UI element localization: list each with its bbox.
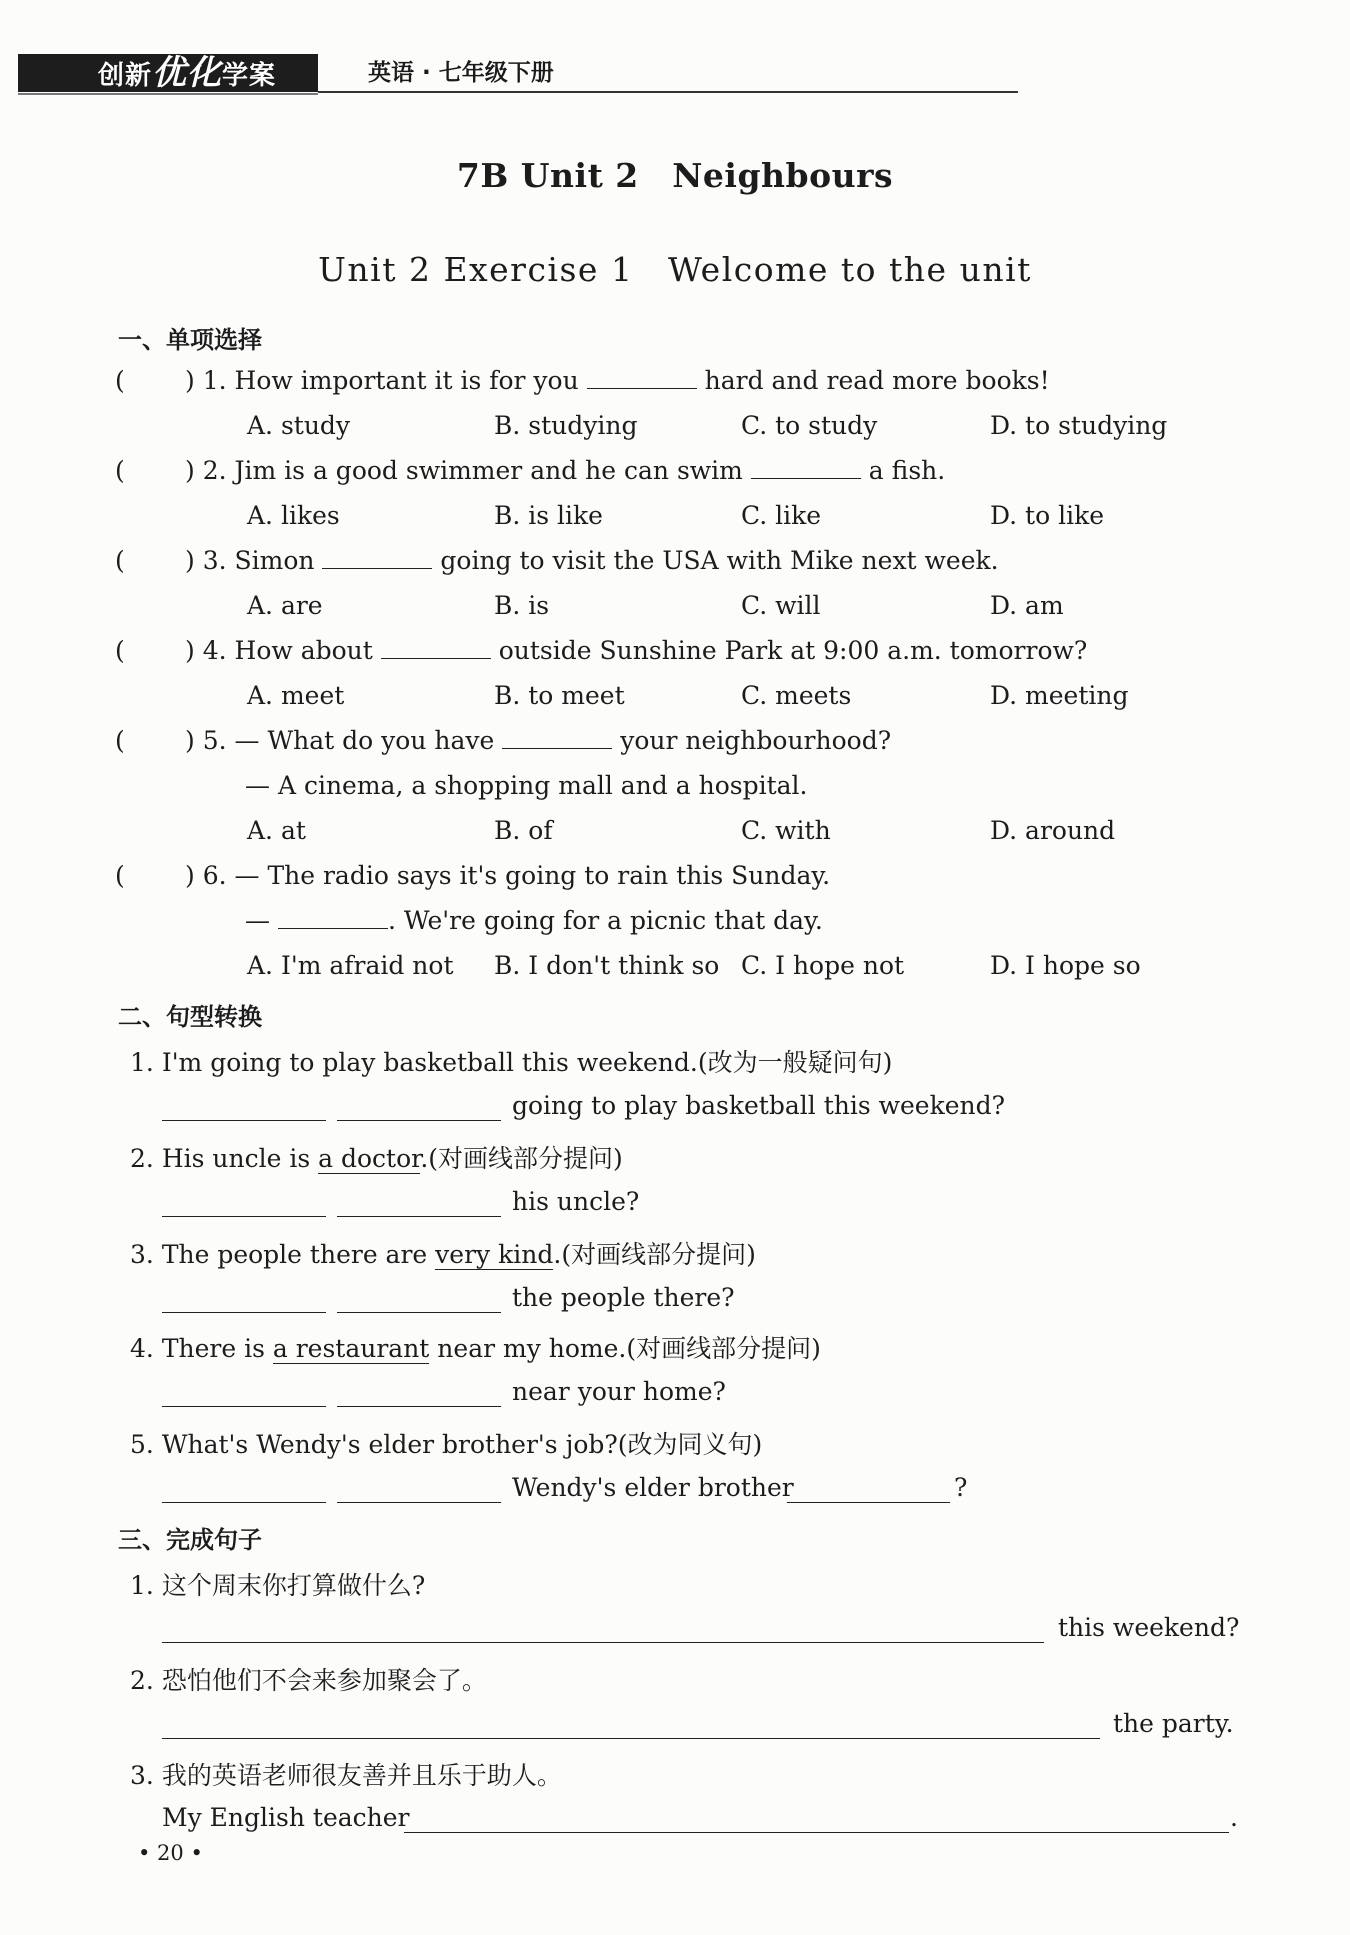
question-text: — The radio says it's going to rain this Sunday. [234,861,831,890]
question-text: outside Sunshine Park at 9:00 a.m. tomorrow? [498,636,1088,665]
brand-logo [18,54,318,92]
answer-line[interactable] [162,1642,1044,1643]
section-heading-2: 二、句型转换 [118,1003,262,1031]
option-a[interactable]: A. study [247,411,351,440]
question-number: ) 6. [185,861,227,890]
option-a[interactable]: A. I'm afraid not [247,951,454,980]
transform-item-3: 3. The people there are very kind.(对画线部分提问) [130,1240,756,1269]
question-text: Jim is a good swimmer and he can swim [234,456,743,485]
answer-line[interactable] [162,1312,326,1313]
answer-bracket[interactable]: ( [115,456,125,485]
option-a[interactable]: A. likes [247,501,340,530]
question-text: How about [234,636,373,665]
question-6-reply: — . We're going for a picnic that day. [245,906,823,935]
question-1 [185,366,1050,395]
answer-lead: My English teacher [162,1803,410,1832]
answer-tail: the party. [1113,1709,1234,1738]
question-number: ) 5. [185,726,227,755]
option-c[interactable]: C. to study [741,411,878,440]
brand-text-1: 创新 [98,61,153,91]
option-d[interactable]: D. meeting [990,681,1129,710]
answer-line[interactable] [337,1216,501,1217]
option-a[interactable]: A. at [247,816,306,845]
answer-bracket[interactable]: ( [115,861,125,890]
question-3 [185,546,999,575]
section-heading-1: 一、单项选择 [118,326,262,354]
answer-line[interactable] [162,1406,326,1407]
underlined-part: a doctor [318,1144,421,1173]
question-5 [185,726,891,755]
option-b[interactable]: B. is like [494,501,603,530]
option-d[interactable]: D. I hope so [990,951,1141,980]
underlined-part: very kind [435,1240,554,1269]
option-d[interactable]: D. am [990,591,1064,620]
answer-bracket[interactable]: ( [115,546,125,575]
option-b[interactable]: B. of [494,816,553,845]
answer-blank[interactable] [322,546,432,569]
question-text: going to visit the USA with Mike next week. [440,546,999,575]
answer-blank[interactable] [381,636,491,659]
transform-item-2: 2. His uncle is a doctor.(对画线部分提问) [130,1144,623,1173]
answer-tail: his uncle? [512,1187,640,1216]
answer-line[interactable] [337,1406,501,1407]
option-b[interactable]: B. studying [494,411,638,440]
answer-blank[interactable] [587,366,697,389]
answer-line[interactable] [337,1312,501,1313]
answer-line[interactable] [404,1832,1229,1833]
answer-blank[interactable] [278,906,388,929]
answer-tail: the people there? [512,1283,735,1312]
option-d[interactable]: D. around [990,816,1116,845]
question-text: — What do you have [234,726,495,755]
question-4 [185,636,1087,665]
option-a[interactable]: A. are [247,591,323,620]
underlined-part: a restaurant [272,1334,430,1363]
option-c[interactable]: C. I hope not [741,951,905,980]
option-a[interactable]: A. meet [247,681,345,710]
translate-item-3: 3. 我的英语老师很友善并且乐于助人。 [130,1761,562,1790]
brand-text-3: 学案 [222,61,277,91]
question-number: ) 4. [185,636,227,665]
answer-middle: Wendy's elder brother [512,1473,794,1502]
option-c[interactable]: C. meets [741,681,852,710]
answer-tail: near your home? [512,1377,726,1406]
option-d[interactable]: D. to studying [990,411,1168,440]
option-b[interactable]: B. is [494,591,550,620]
question-5-reply: — A cinema, a shopping mall and a hospital. [245,771,808,800]
question-text: hard and read more books! [704,366,1050,395]
question-2 [185,456,945,485]
answer-tail: going to play basketball this weekend? [512,1091,1006,1120]
answer-line[interactable] [337,1502,501,1503]
option-d[interactable]: D. to like [990,501,1105,530]
question-text: . We're going for a picnic that day. [387,906,823,935]
transform-item-5: 5. What's Wendy's elder brother's job?(改为同义句) [130,1430,763,1459]
answer-end: ? [954,1473,968,1502]
answer-bracket[interactable]: ( [115,366,125,395]
question-text: your neighbourhood? [620,726,892,755]
question-number: ) 3. [185,546,227,575]
option-c[interactable]: C. with [741,816,831,845]
header-rule [318,91,1018,93]
unit-title: 7B Unit 2 Neighbours [456,156,894,195]
answer-line[interactable] [162,1120,326,1121]
page-number: • 20 • [138,1841,203,1865]
translate-item-1: 1. 这个周末你打算做什么? [130,1571,426,1600]
transform-item-1: 1. I'm going to play basketball this weekend.(改为一般疑问句) [130,1048,893,1077]
translate-item-2: 2. 恐怕他们不会来参加聚会了。 [130,1666,487,1695]
answer-line[interactable] [162,1216,326,1217]
answer-blank[interactable] [751,456,861,479]
answer-line[interactable] [162,1738,1100,1739]
answer-bracket[interactable]: ( [115,636,125,665]
header-rule-left [18,93,318,95]
answer-bracket[interactable]: ( [115,726,125,755]
question-text: How important it is for you [234,366,579,395]
answer-tail: this weekend? [1058,1613,1240,1642]
answer-line[interactable] [787,1502,950,1503]
question-number: ) 1. [185,366,227,395]
book-title: 英语 · 七年级下册 [368,60,554,86]
question-text: Simon [234,546,315,575]
brand-text-2: 优化 [152,53,223,93]
exercise-title: Unit 2 Exercise 1 Welcome to the unit [318,250,1032,289]
option-b[interactable]: B. to meet [494,681,625,710]
section-heading-3: 三、完成句子 [118,1526,262,1554]
transform-item-4: 4. There is a restaurant near my home.(对画线部分提问) [130,1334,821,1363]
option-c[interactable]: C. like [741,501,822,530]
answer-line[interactable] [162,1502,326,1503]
question-6 [185,861,830,890]
answer-blank[interactable] [502,726,612,749]
option-b[interactable]: B. I don't think so [494,951,720,980]
option-c[interactable]: C. will [741,591,821,620]
answer-tail: . [1230,1803,1238,1832]
answer-line[interactable] [337,1120,501,1121]
question-text: a fish. [868,456,946,485]
question-number: ) 2. [185,456,227,485]
